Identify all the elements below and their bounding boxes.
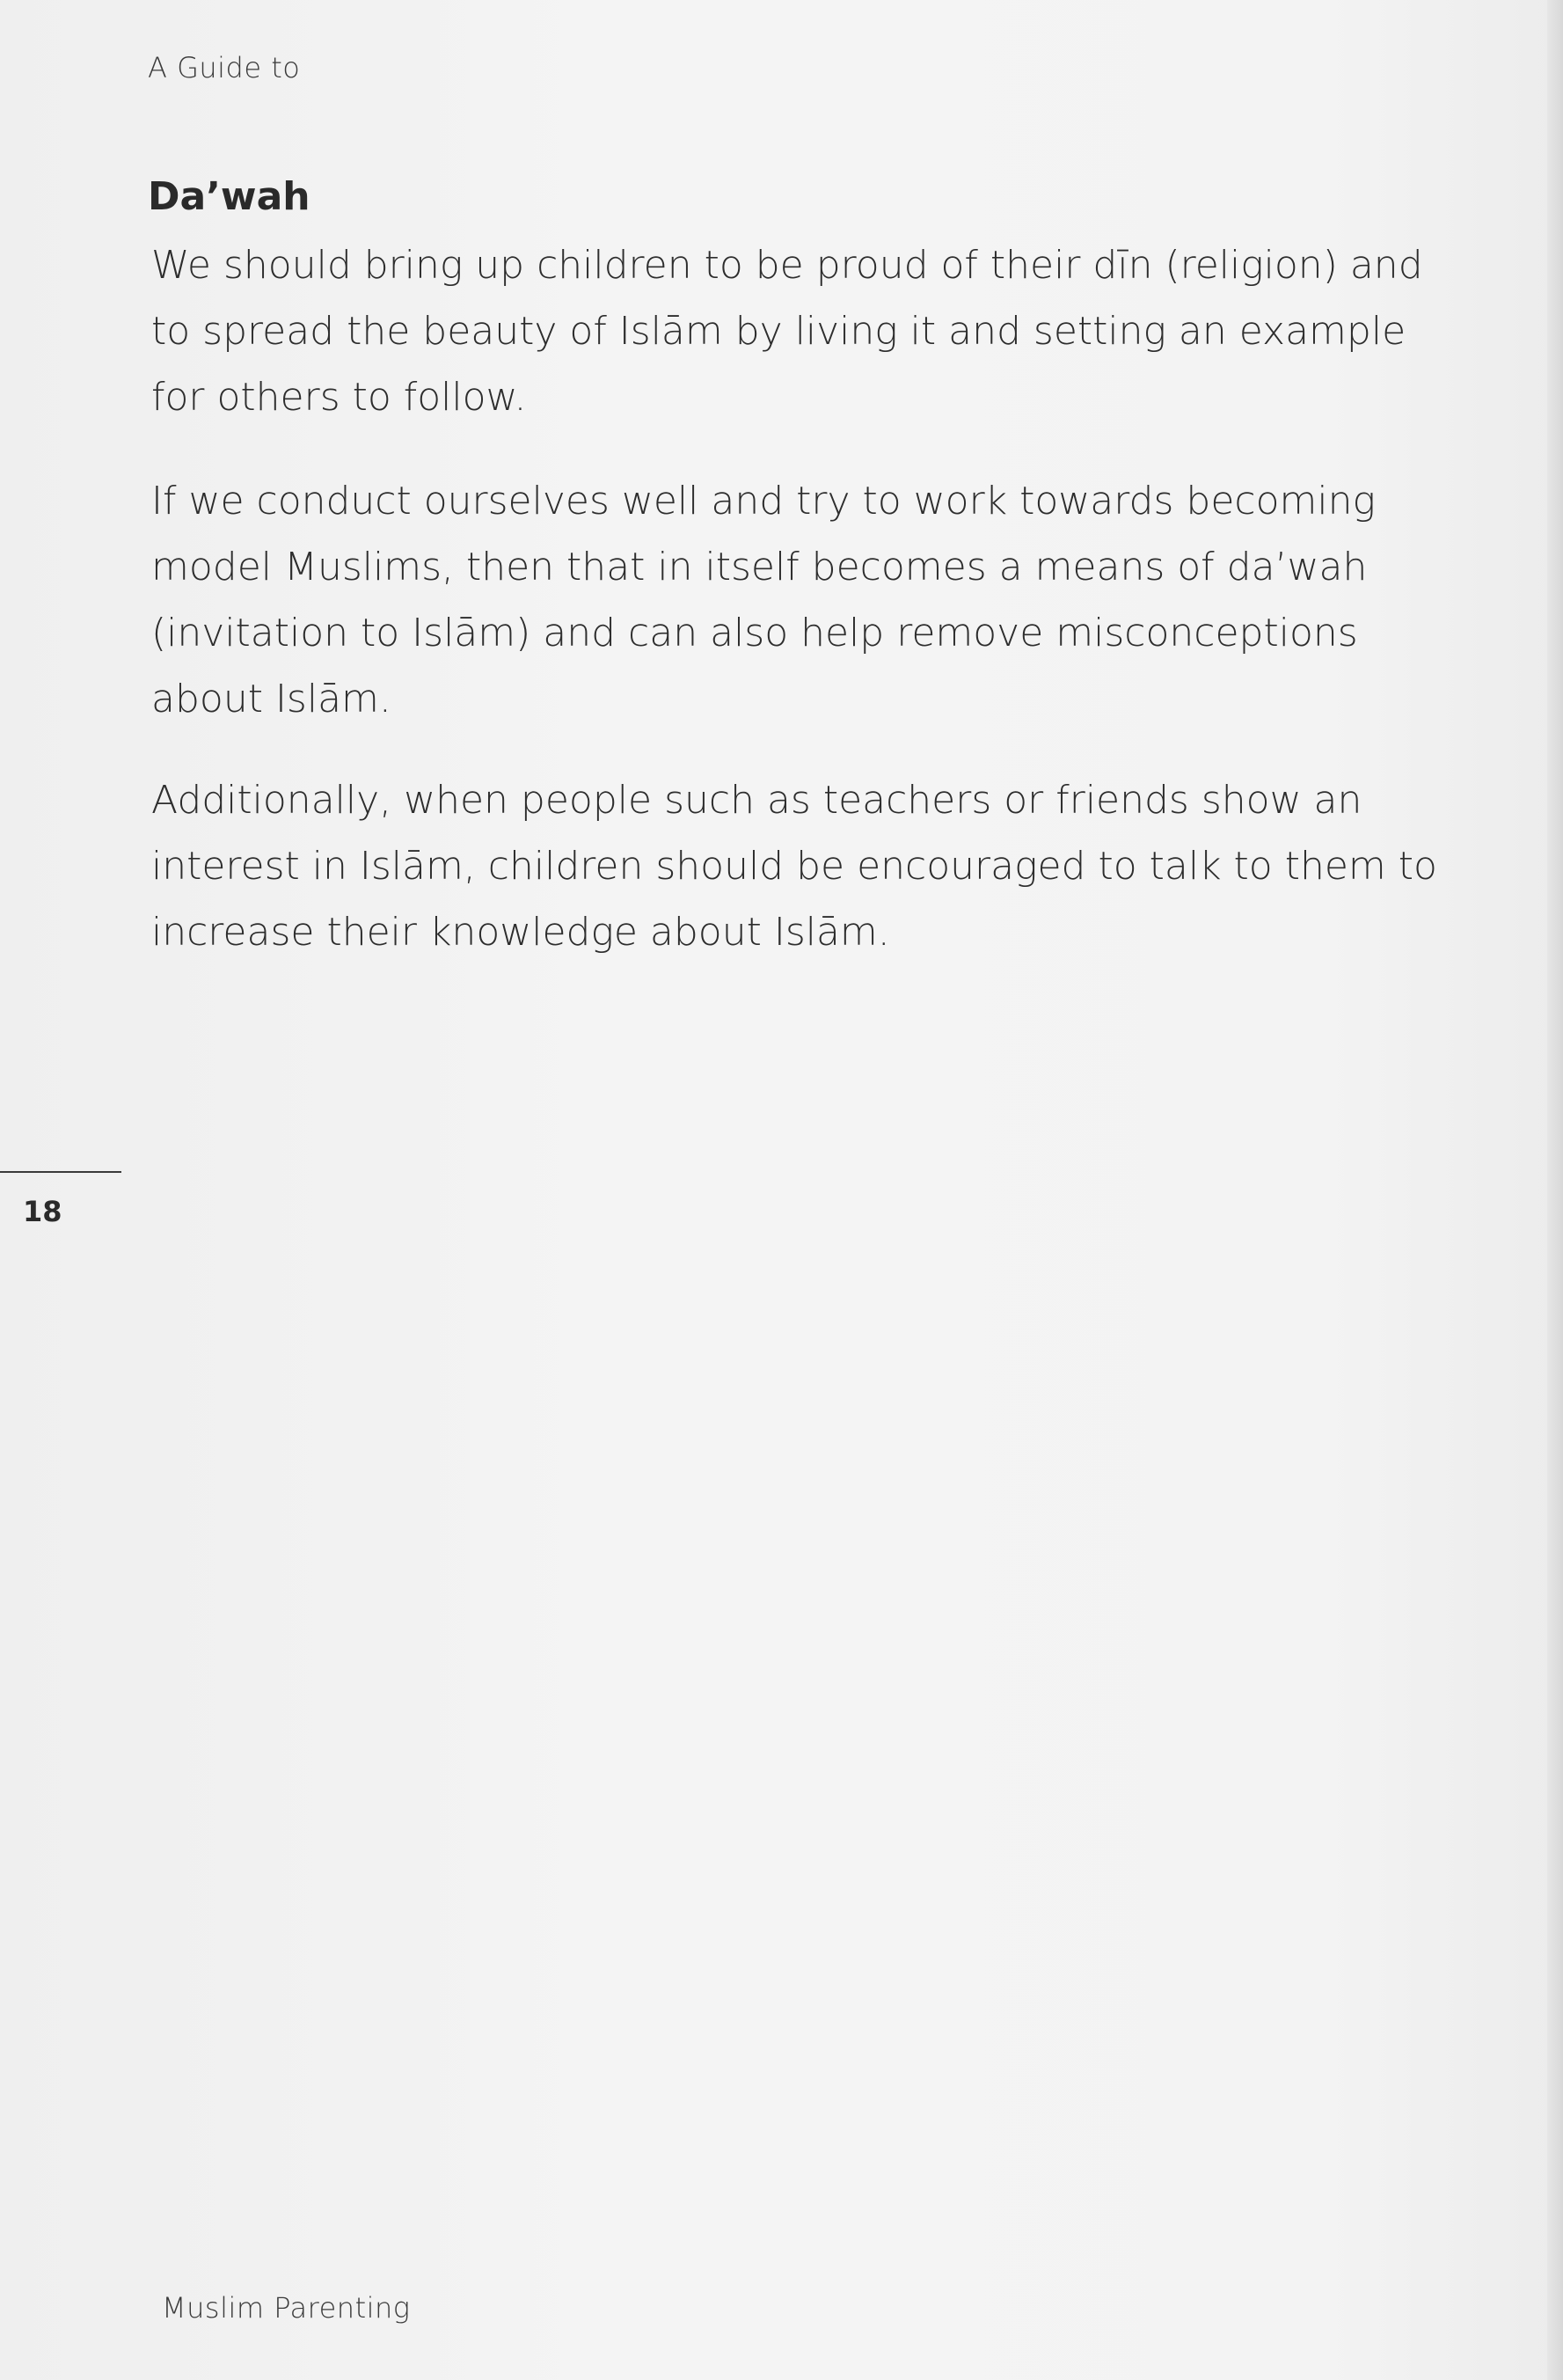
- body-paragraph: Additionally, when people such as teachers or friends show an interest in Islām, children should be encouraged to talk to them to increase their knowledge about Islām.: [151, 778, 1437, 955]
- running-footer: Muslim Parenting: [162, 2291, 411, 2325]
- margin-rule: [0, 1171, 121, 1173]
- page-edge: [1547, 0, 1563, 2380]
- section-heading: Da’wah: [148, 174, 310, 219]
- page-number: 18: [23, 1195, 62, 1228]
- body-paragraph: If we conduct ourselves well and try to work towards becoming model Muslims, then that in itself becomes a means of da’wah (invitation to Islām) and can also help remove misconceptions about Islām.: [151, 479, 1376, 721]
- body-paragraph: We should bring up children to be proud of their dīn (religion) and to spread the beauty of Islām by living it and setting an example for others to follow.: [151, 243, 1423, 420]
- running-header: A Guide to: [148, 51, 301, 84]
